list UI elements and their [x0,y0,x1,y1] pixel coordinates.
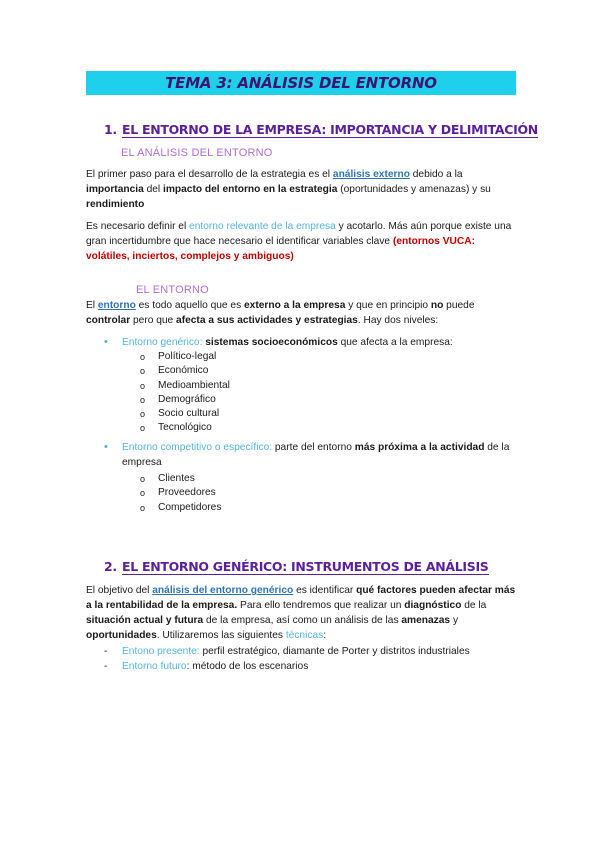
bullet-entorno-competitivo: • Entorno competitivo o específico: parte del entorno más próxima a la actividad de la empresa [104,441,510,468]
section1-number: 1. [104,122,117,137]
link-analisis-entorno-generico[interactable]: análisis del entorno genérico [152,585,294,596]
list-item: o Económico [140,365,209,377]
title-banner [86,71,516,95]
section1-heading-text: EL ENTORNO DE LA EMPRESA: IMPORTANCIA Y DELIMITACIÓN [122,122,538,137]
list-entorno-competitivo [140,472,221,515]
list-entorno-generico [140,350,230,436]
list-item: o Competidores [140,501,222,513]
page-title: TEMA 3: ANÁLISIS DEL ENTORNO [165,74,437,92]
section2-heading [104,559,489,574]
subheading-analisis-entorno: EL ANÁLISIS DEL ENTORNO [121,147,273,159]
paragraph-entorno-relevante: Es necesario definir el entorno relevante de la empresa y acotarlo. Más aún porque existe una gran incertidumbre que hace necesario el identificar variables clave (entornos VUCA: volátiles, inciertos, complejos y ambiguos) [86,221,512,262]
list-item: o Medioambiental [140,379,230,391]
section2-heading-text: EL ENTORNO GENÉRICO: INSTRUMENTOS DE ANÁLISIS [122,559,489,574]
paragraph-entorno-def: El entorno es todo aquello que es externo a la empresa y que en principio no puede controlar pero que afecta a sus actividades y estrategias. Hay dos niveles: [86,300,475,326]
bullet-mark: • [104,336,108,348]
list-item: o Político-legal [140,351,217,362]
list-item: o Socio cultural [140,408,220,420]
bullet-entorno-generico: • Entorno genérico: sistemas socioeconómicos que afecta a la empresa: [104,336,453,348]
subheading-el-entorno: EL ENTORNO [136,284,209,296]
link-entorno[interactable]: entorno [97,300,136,311]
link-analisis-externo[interactable]: análisis externo [332,169,410,180]
list-item: o Demográfico [140,393,216,405]
list-item: o Proveedores [140,487,216,499]
bullet-mark: • [104,441,108,453]
section1-heading [104,122,538,137]
dash-entorno-presente: - Entono presente: perfil estratégico, diamante de Porter y distritos industriales [104,646,470,657]
list-item: o Tecnológico [140,422,212,434]
paragraph-objetivo: El objetivo del análisis del entorno genérico es identificar qué factores pueden afectar más a la rentabilidad de la empresa. Para ello tendremos que realizar un diagnóstico de la situación actual y futura de la empresa, así como un análisis de las amenazas y oportunidades. Utilizaremos las siguientes técnicas: [86,585,516,641]
list-item: o Clientes [140,473,195,484]
dash-entorno-futuro: - Entorno futuro: método de los escenarios [104,661,309,672]
paragraph-analisis: El primer paso para el desarrollo de la estrategia es el análisis externo debido a la importancia del impacto del entorno en la estrategia (oportunidades y amenazas) y su rendimiento [86,169,491,210]
section2-number: 2. [104,559,117,574]
